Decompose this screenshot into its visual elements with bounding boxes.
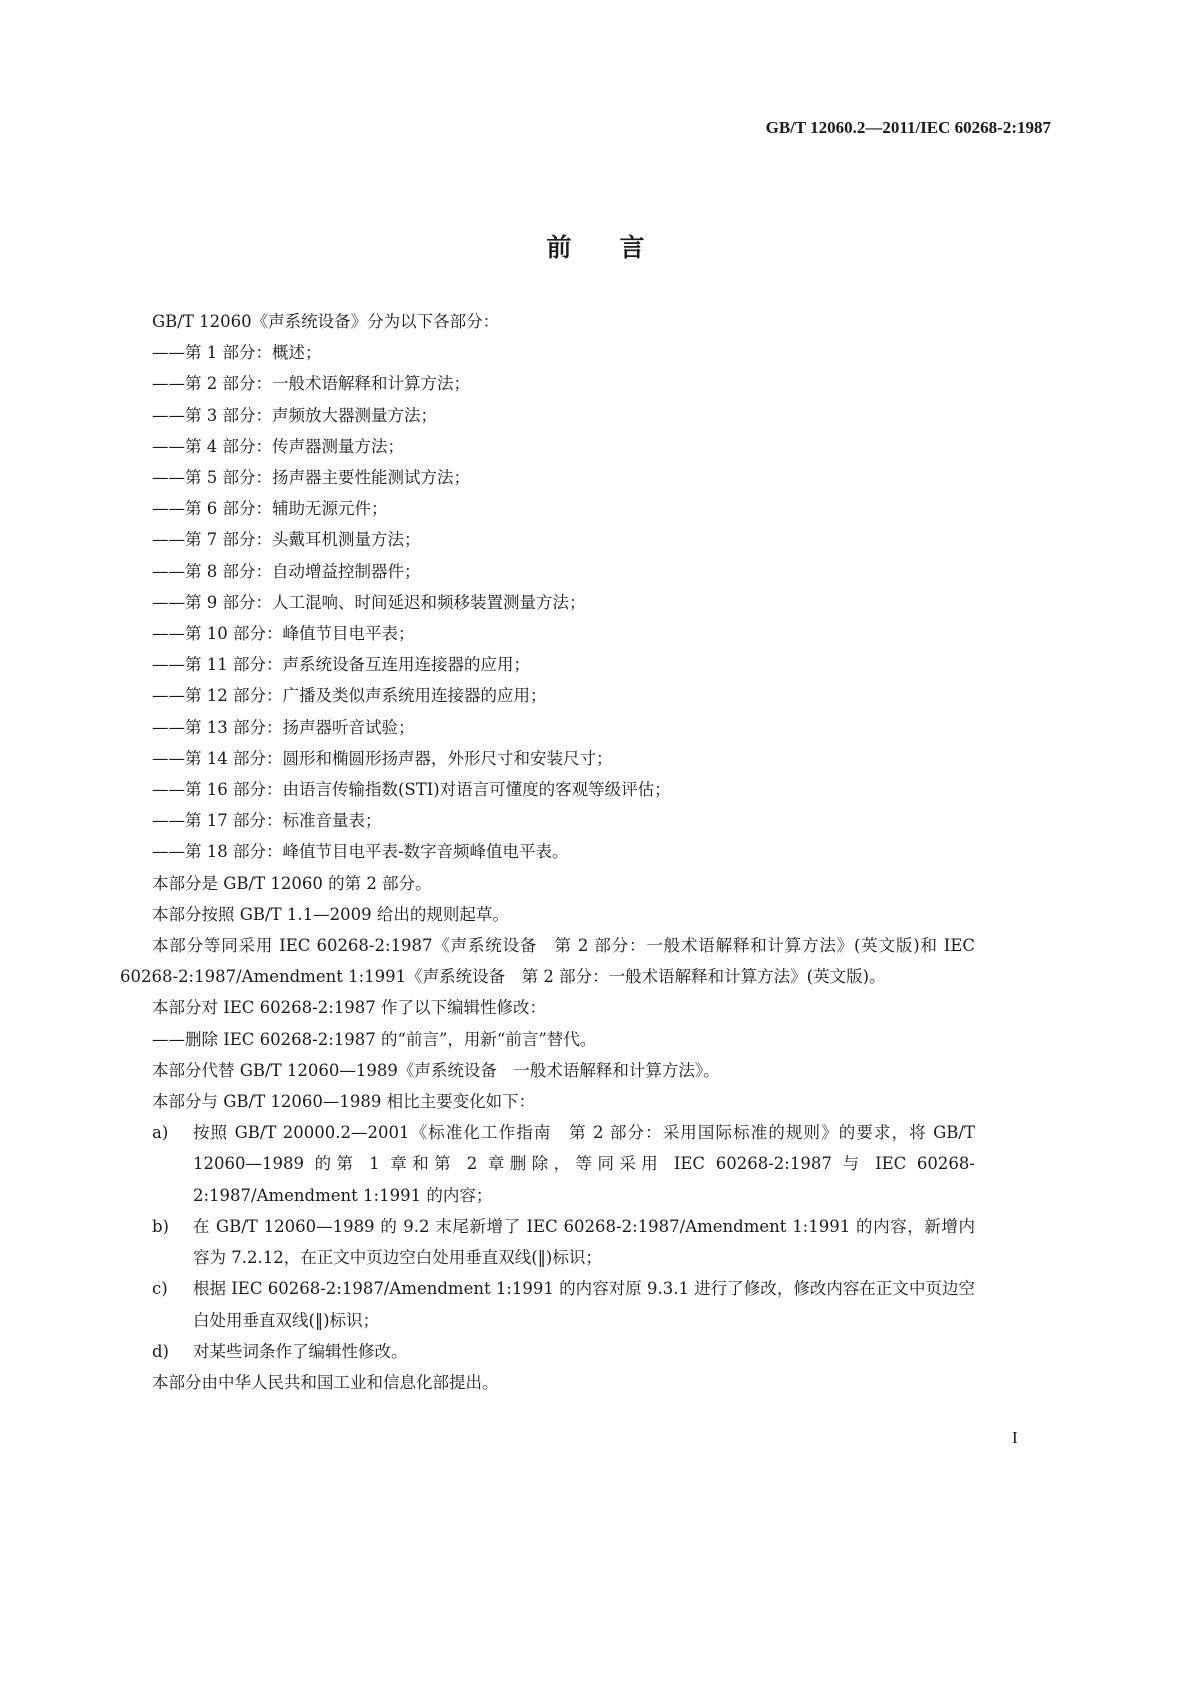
part-list-item: ——第 2 部分：一般术语解释和计算方法； xyxy=(152,374,470,394)
list-text: 按照 GB/T 20000.2—2001《标准化工作指南 第 2 部分：采用国际标准的规则》的要求，将 GB/T 12060—1989 的第 1 章和第 2 章删除，等同采用 IEC 60268-2:1987 与 IEC 60268-2:1987/Amendment 1:1991 的内容； xyxy=(193,1123,975,1205)
part-list-item: ——第 1 部分：概述； xyxy=(152,343,322,363)
closing-paragraph: 本部分由中华人民共和国工业和信息化部提出。 xyxy=(152,1372,499,1392)
paragraph: 本部分按照 GB/T 1.1—2009 给出的规则起草。 xyxy=(152,904,509,924)
change-list-item xyxy=(120,1336,975,1367)
part-list-item: ——第 14 部分：圆形和椭圆形扬声器，外形尺寸和安装尺寸； xyxy=(152,748,613,768)
changes-list xyxy=(120,1117,975,1367)
paragraph: ——删除 IEC 60268-2:1987 的“前言”，用新“前言”替代。 xyxy=(152,1029,597,1049)
part-list-item: ——第 5 部分：扬声器主要性能测试方法； xyxy=(152,468,470,488)
paragraph: 本部分对 IEC 60268-2:1987 作了以下编辑性修改： xyxy=(152,998,547,1018)
change-list-item xyxy=(120,1117,975,1211)
part-list-item: ——第 10 部分：峰值节目电平表； xyxy=(152,624,415,644)
intro-paragraph: GB/T 12060《声系统设备》分为以下各部分： xyxy=(152,312,500,331)
part-list-item: ——第 17 部分：标准音量表； xyxy=(152,811,382,831)
part-list-item: ——第 13 部分：扬声器听音试验； xyxy=(152,717,415,737)
part-list-item: ——第 18 部分：峰值节目电平表-数字音频峰值电平表。 xyxy=(152,842,569,862)
part-list-item: ——第 7 部分：头戴耳机测量方法； xyxy=(152,530,421,550)
part-list-item: ——第 4 部分：传声器测量方法； xyxy=(152,436,404,456)
part-list-item: ——第 3 部分：声频放大器测量方法； xyxy=(152,405,437,425)
paragraph: 本部分是 GB/T 12060 的第 2 部分。 xyxy=(152,873,432,893)
page-title: 前言 xyxy=(546,233,693,262)
page-number: I xyxy=(1012,1428,1018,1447)
list-label: d) xyxy=(152,1341,169,1361)
change-list-item xyxy=(120,1273,975,1335)
part-list-item: ——第 6 部分：辅助无源元件； xyxy=(152,499,388,519)
change-list-item xyxy=(120,1211,975,1273)
part-list-item: ——第 12 部分：广播及类似声系统用连接器的应用； xyxy=(152,686,547,706)
list-text: 在 GB/T 12060—1989 的 9.2 末尾新增了 IEC 60268-2:1987/Amendment 1:1991 的内容，新增内容为 7.2.12，在正文中页边空白处用垂直双线(‖)标识； xyxy=(193,1216,975,1268)
paragraph: 本部分等同采用 IEC 60268-2:1987《声系统设备 第 2 部分：一般术语解释和计算方法》(英文版)和 IEC 60268-2:1987/Amendment 1:1991《声系统设备 第 2 部分：一般术语解释和计算方法》(英文版)。 xyxy=(120,936,975,987)
list-label: c) xyxy=(152,1279,168,1299)
list-text: 对某些词条作了编辑性修改。 xyxy=(193,1341,408,1361)
paragraph: 本部分代替 GB/T 12060—1989《声系统设备 一般术语解释和计算方法》。 xyxy=(152,1060,720,1080)
foreword-body xyxy=(120,306,975,1398)
list-text: 根据 IEC 60268-2:1987/Amendment 1:1991 的内容对原 9.3.1 进行了修改，修改内容在正文中页边空白处用垂直双线(‖)标识； xyxy=(193,1279,975,1330)
part-list-item: ——第 16 部分：由语言传输指数(STI)对语言可懂度的客观等级评估； xyxy=(152,780,671,800)
list-label: b) xyxy=(152,1216,169,1236)
part-list-item: ——第 11 部分：声系统设备互连用连接器的应用； xyxy=(152,655,530,675)
part-list-item: ——第 9 部分：人工混响、时间延迟和频移装置测量方法； xyxy=(152,592,586,612)
part-list-item: ——第 8 部分：自动增益控制器件； xyxy=(152,561,421,581)
paragraph: 本部分与 GB/T 12060—1989 相比主要变化如下： xyxy=(152,1092,536,1112)
list-label: a) xyxy=(152,1123,169,1143)
standard-number-header: GB/T 12060.2—2011/IEC 60268-2:1987 xyxy=(765,118,1051,137)
parts-list xyxy=(120,337,975,867)
